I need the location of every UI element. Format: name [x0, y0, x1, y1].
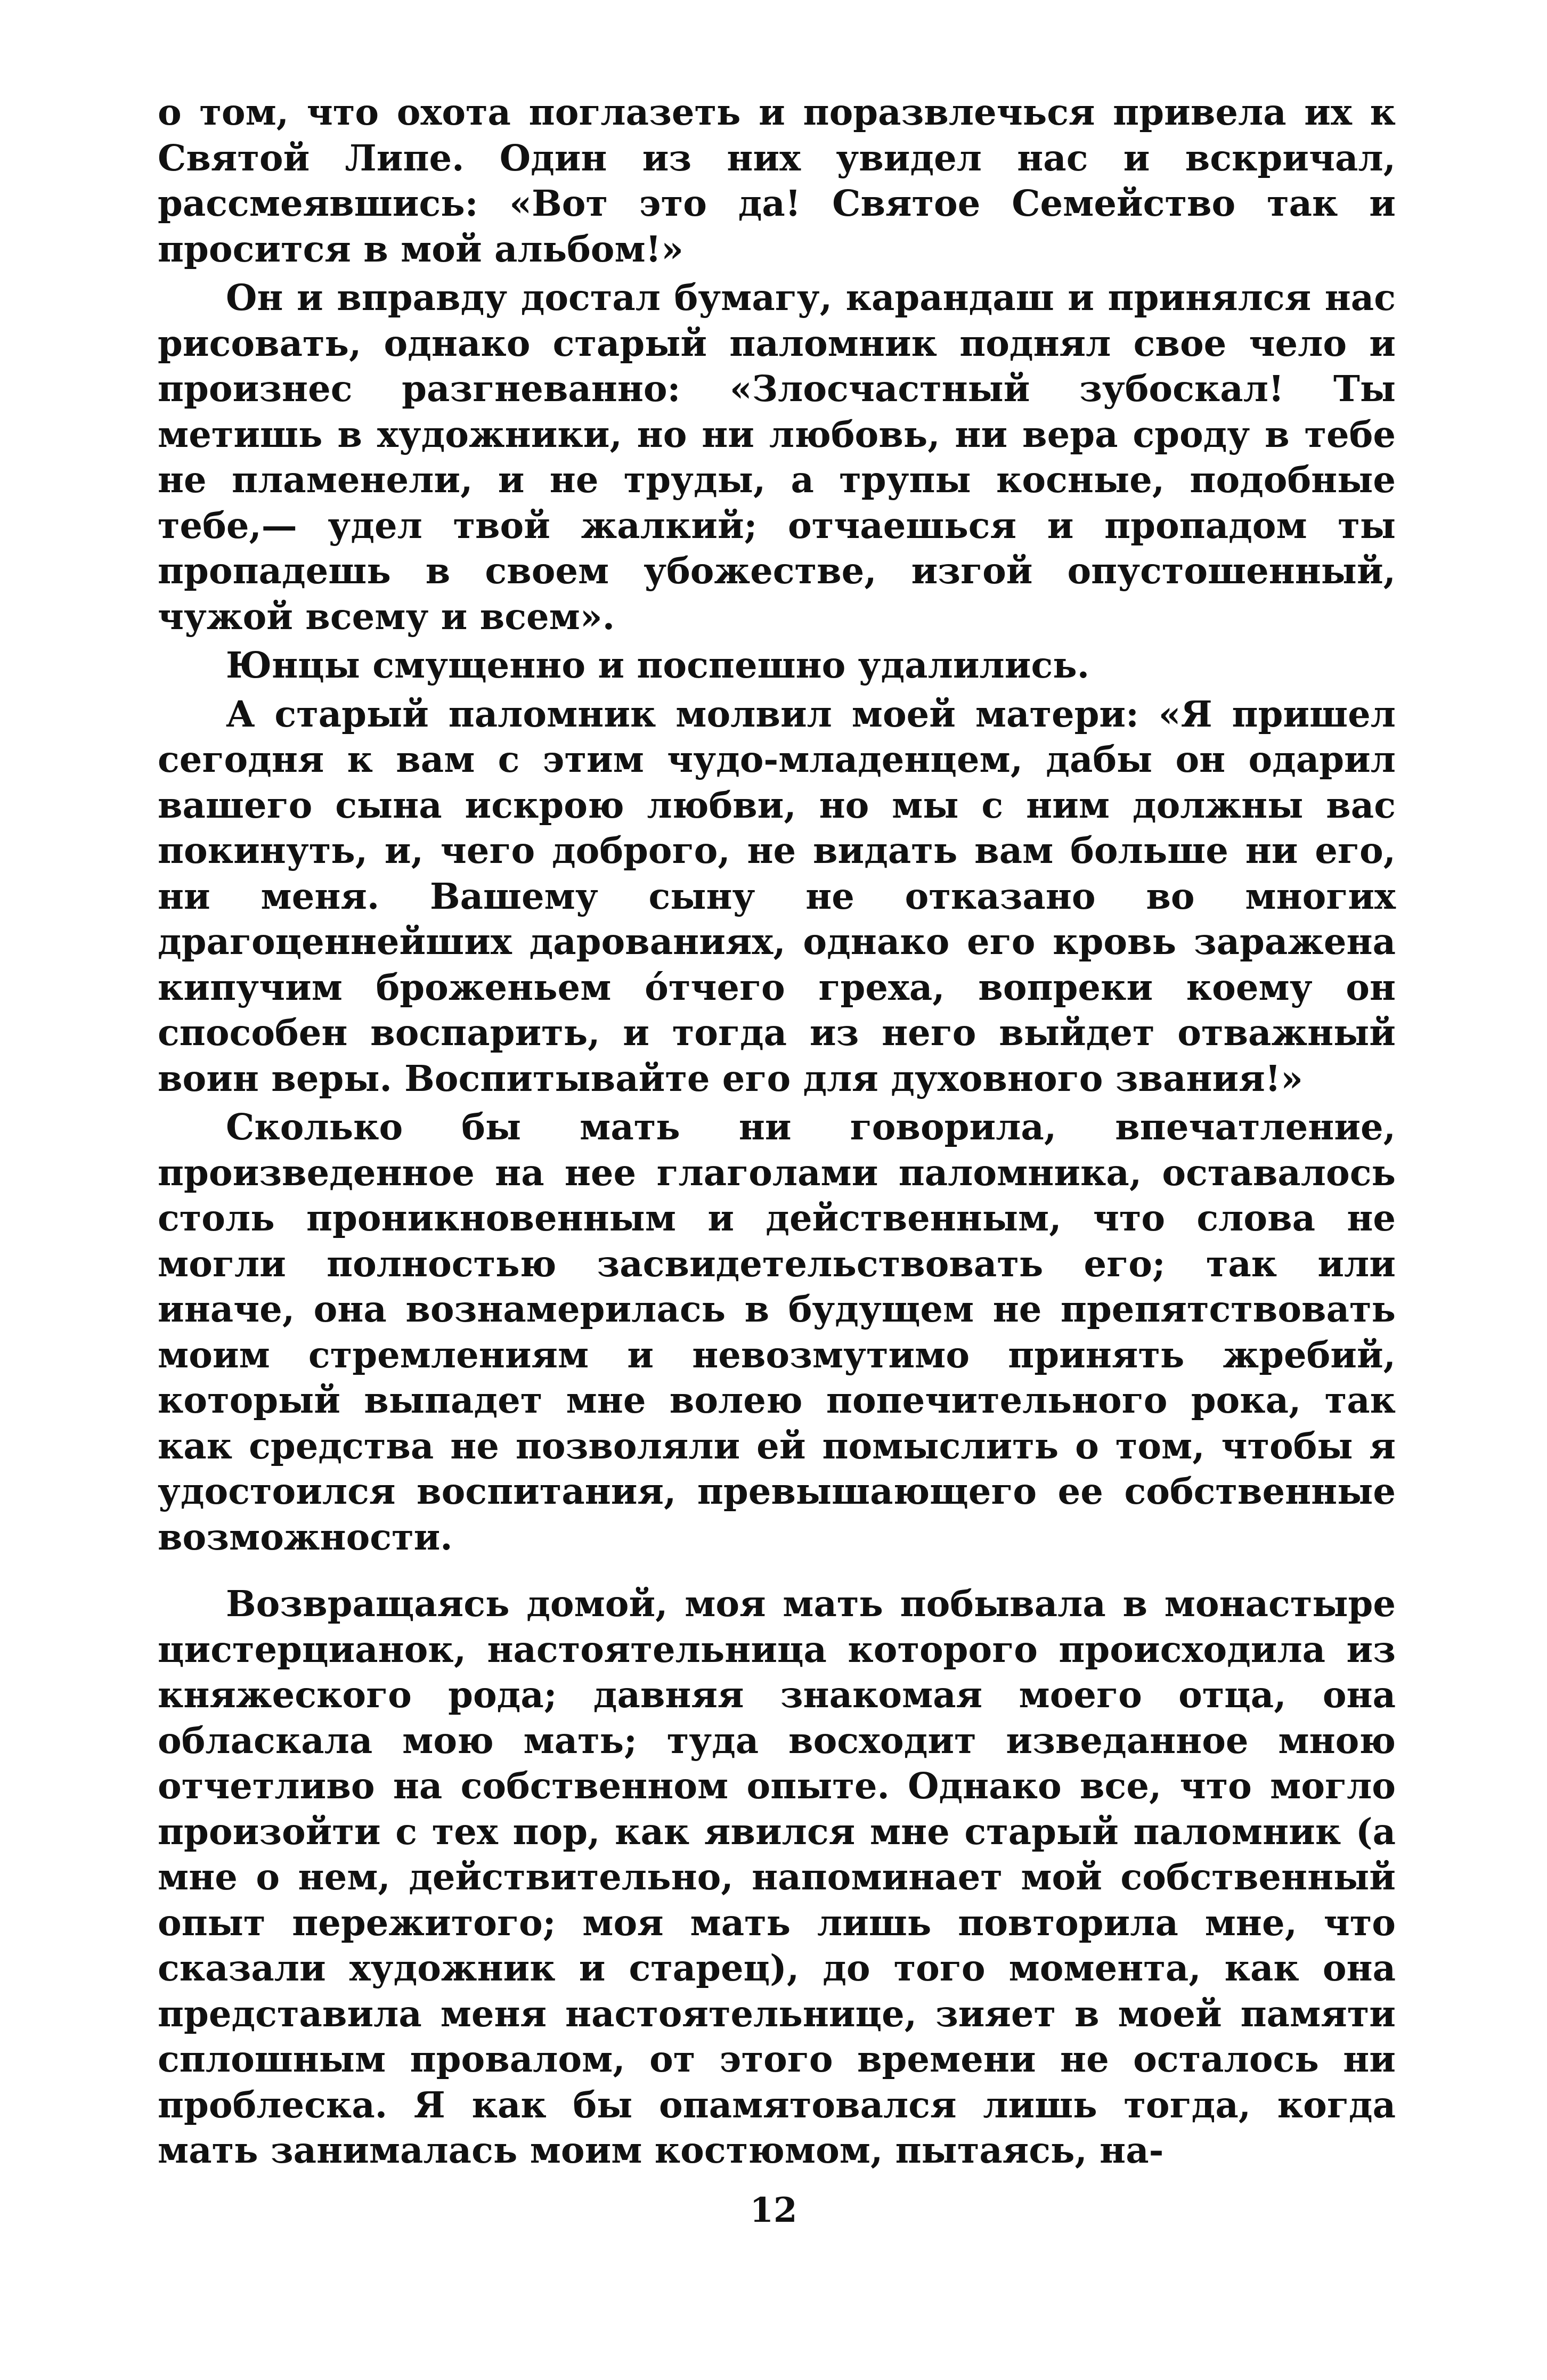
paragraph-youths-leave: Юнцы смущенно и поспешно удалились.: [226, 644, 1090, 686]
paragraph-continuation: о том, что охота поглазеть и поразвлечься привела их к Святой Липе. Один из них увидел нас и вскричал, рассмеявшись: «Вот это да! Святое Семейство так и просится в мой альбом!»: [158, 91, 1396, 270]
page-body-text: [158, 89, 1396, 2173]
paragraph-monastery-visit: Возвращаясь домой, моя мать побывала в монастыре цистерцианок, настоятельница которого происходила из княжеского рода; давняя знакомая моего отца, она обласкала мою мать; туда восходит изведанное мною отчетливо на собственном опыте. Однако все, что могло произойти с тех пор, как явился мне старый паломник (а мне о нем, действительно, напоминает мой собственный опыт пережитого; моя мать лишь повторила мне, что сказали художник и старец), до того момента, как она представила меня настоятельнице, зияет в моей памяти сплошным провалом, от этого времени не осталось ни проблеска. Я как бы опамятовался лишь тогда, когда мать занималась моим костюмом, пытаясь, на-: [158, 1583, 1396, 2171]
page-number: 12: [750, 2190, 797, 2230]
paragraph-mother-impression: Сколько бы мать ни говорила, впечатление, произведенное на нее глаголами паломника, оставалось столь проникновенным и действенным, что слова не могли полностью засвидетельствовать его; так или иначе, она вознамерилась в будущем не препятствовать моим стремлениям и невозмутимо принять жребий, который выпадет мне волею попечительного рока, так как средства не позволяли ей помыслить о том, чтобы я удостоился воспитания, превышающего ее собственные возможности.: [158, 1106, 1396, 1558]
paragraph-drawing-scene: Он и вправду достал бумагу, карандаш и принялся нас рисовать, однако старый паломник поднял свое чело и произнес разгневанно: «Злосчастный зубоскал! Ты метишь в художники, но ни любовь, ни вера сроду в тебе не пламенели, и не труды, а трупы косные, подобные тебе,— удел твой жалкий; отчаешься и пропадом ты пропадешь в своем убожестве, изгой опустошенный, чужой всему и всем».: [158, 276, 1396, 638]
paragraph-pilgrim-speech: А старый паломник молвил моей матери: «Я пришел сегодня к вам с этим чудо-младенцем, дабы он одарил вашего сына искрою любви, но мы с ним должны вас покинуть, и, чего доброго, не видать вам больше ни его, ни меня. Вашему сыну не отказано во многих драгоценнейших дарованиях, однако его кровь заражена кипучим броженьем о́тчего греха, вопреки коему он способен воспарить, и тогда из него выйдет отважный воин веры. Воспитывайте его для духовного звания!»: [158, 692, 1396, 1099]
